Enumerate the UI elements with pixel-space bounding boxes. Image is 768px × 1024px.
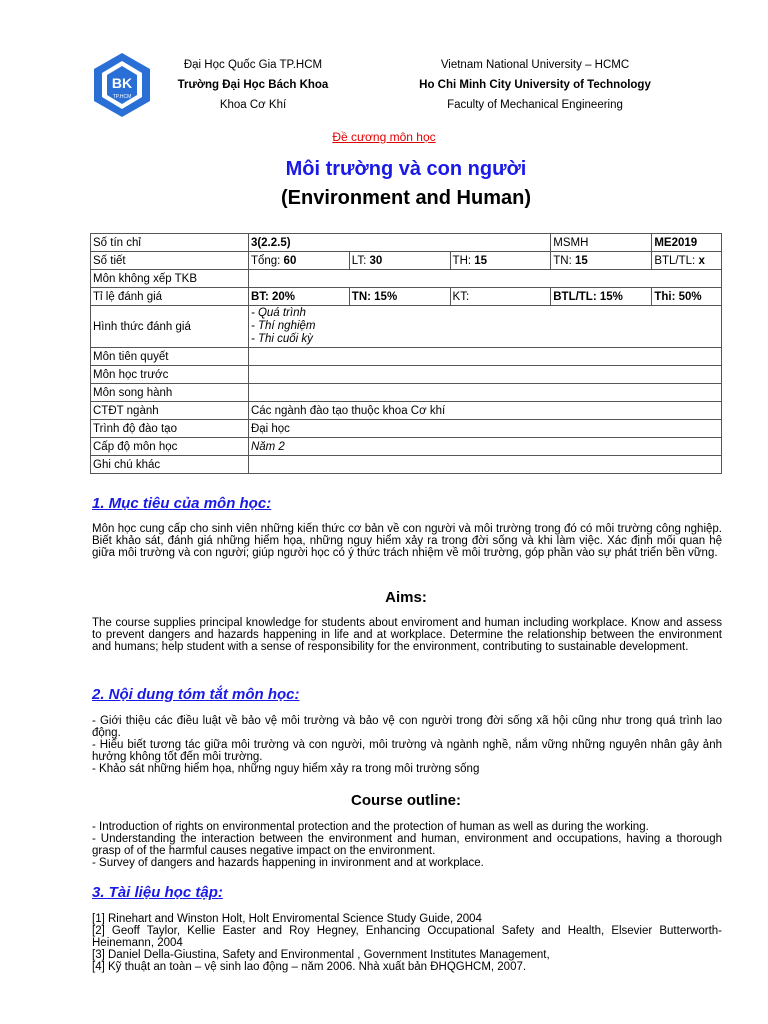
- table-row: [91, 420, 722, 438]
- notes-label: Ghi chú khác: [91, 456, 249, 474]
- rate-bt: BT: 20%: [248, 288, 349, 306]
- list-item: [4] Kỹ thuật an toàn – vệ sinh lao động – năm 2006. Nhà xuất bản ĐHQGHCM, 2007.: [92, 961, 527, 973]
- section-2-title: 2. Nội dung tóm tắt môn học:: [92, 686, 300, 703]
- grade-label: Cấp độ môn học: [91, 438, 249, 456]
- code-value: ME2019: [652, 234, 722, 252]
- eval-forms: [248, 306, 721, 348]
- list-item: [3] Daniel Della-Giustina, Safety and Environmental , Government Institutes Management,: [92, 949, 550, 961]
- course-title-english: (Environment and Human): [280, 187, 531, 209]
- section-2-list: [92, 715, 722, 775]
- table-row: [91, 306, 722, 348]
- course-outline-title: Course outline:: [350, 792, 461, 809]
- outline-label: Đề cương môn học: [332, 130, 436, 144]
- logo-subtext: TP.HCM: [112, 94, 132, 100]
- eval-form-item: - Thí nghiệm: [250, 320, 316, 332]
- notes-value: [248, 456, 721, 474]
- no-schedule-value: [248, 270, 721, 288]
- prereq-label: Môn tiên quyết: [91, 348, 249, 366]
- eval-form-item: - Quá trình: [250, 307, 306, 319]
- list-item: - Survey of dangers and hazards happening in invironment and at workplace.: [92, 857, 484, 869]
- aims-title: Aims:: [385, 589, 427, 606]
- list-item: - Giới thiệu các điều luật về bảo vệ môi trường và bảo vệ con người trong đời sống xã hội cũng như trong quá trình lao động.: [92, 715, 722, 739]
- periods-lt: LT: 30: [349, 252, 450, 270]
- prior-value: [248, 366, 721, 384]
- grade-value: Năm 2: [248, 438, 721, 456]
- level-value: Đại học: [248, 420, 721, 438]
- eval-form-label: Hình thức đánh giá: [91, 306, 249, 348]
- table-row: [91, 384, 722, 402]
- list-item: [1] Rinehart and Winston Holt, Holt Enviromental Science Study Guide, 2004: [92, 913, 482, 925]
- prereq-value: [248, 348, 721, 366]
- header-vn-line1: Đại Học Quốc Gia TP.HCM: [183, 59, 323, 71]
- periods-th: TH: 15: [450, 252, 551, 270]
- program-value: Các ngành đào tạo thuộc khoa Cơ khí: [248, 402, 721, 420]
- list-item: - Understanding the interaction between the environment and human, environment and occupations, having a thorough grasp of of the harmful causes negative impact on the environment.: [92, 833, 722, 857]
- header-vn-line2: Trường Đại Học Bách Khoa: [177, 79, 329, 91]
- list-item: - Hiểu biết tương tác giữa môi trường và con người, môi trường và ngành nghề, nắm vững những nguyên nhân gây ảnh hưởng không tốt đến môi trường.: [92, 739, 722, 763]
- level-label: Trình độ đào tạo: [91, 420, 249, 438]
- header-en-line2: Ho Chi Minh City University of Technology: [419, 79, 651, 91]
- list-item: - Khảo sát những hiểm họa, những nguy hiểm xảy ra trong môi trường sống: [92, 763, 480, 775]
- table-row: [91, 348, 722, 366]
- code-label: MSMH: [551, 234, 652, 252]
- logo-text: BK: [111, 75, 133, 91]
- periods-tn: TN: 15: [551, 252, 652, 270]
- table-row: [91, 252, 722, 270]
- course-info-table: [90, 233, 722, 474]
- course-title-vietnamese: Môi trường và con người: [285, 158, 527, 180]
- no-schedule-label: Môn không xếp TKB: [91, 270, 249, 288]
- periods-total: Tổng: 60: [248, 252, 349, 270]
- program-label: CTĐT ngành: [91, 402, 249, 420]
- table-row: [91, 288, 722, 306]
- header-english: [390, 55, 680, 115]
- section-3-list: [92, 913, 722, 973]
- eval-form-item: - Thi cuối kỳ: [250, 333, 313, 345]
- table-row: [91, 270, 722, 288]
- section-3-title: 3. Tài liệu học tập:: [92, 884, 223, 901]
- prior-label: Môn học trước: [91, 366, 249, 384]
- parallel-label: Môn song hành: [91, 384, 249, 402]
- list-item: [2] Geoff Taylor, Kellie Easter and Roy Hegney, Enhancing Occupational Safety and Health, Elsevier Butterworth-Heinemann, 2004: [92, 925, 722, 949]
- rate-tn: TN: 15%: [349, 288, 450, 306]
- university-logo: [90, 52, 154, 118]
- table-row: [91, 402, 722, 420]
- table-row: [91, 366, 722, 384]
- credits-value: 3(2.2.5): [248, 234, 550, 252]
- header-en-line1: Vietnam National University – HCMC: [440, 59, 630, 71]
- section-1-title: 1. Mục tiêu của môn học:: [92, 495, 272, 512]
- rate-label: Tỉ lệ đánh giá: [91, 288, 249, 306]
- table-row: [91, 234, 722, 252]
- aims-text: The course supplies principal knowledge for students about enviroment and human including workplace. Know and assess to prevent dangers and hazards happening in life and at workplace. Determine the relationship between the environment and humans; help student with a sense of responsibility for the environment, contributing to sustainable development.: [92, 617, 722, 653]
- periods-btl: BTL/TL: x: [652, 252, 722, 270]
- header-vietnamese: [148, 55, 358, 115]
- periods-label: Số tiết: [91, 252, 249, 270]
- header-vn-line3: Khoa Cơ Khí: [219, 99, 287, 111]
- table-row: [91, 438, 722, 456]
- credits-label: Số tín chỉ: [91, 234, 249, 252]
- list-item: - Introduction of rights on environmental protection and the protection of human as well as during the working.: [92, 821, 649, 833]
- course-outline-list: [92, 821, 722, 869]
- parallel-value: [248, 384, 721, 402]
- rate-thi: Thi: 50%: [652, 288, 722, 306]
- rate-btl: BTL/TL: 15%: [551, 288, 652, 306]
- section-1-text: Môn học cung cấp cho sinh viên những kiến thức cơ bản về con người và môi trường trong đó có môi trường công nghiệp. Biết khảo sát, đánh giá những hiểm họa, những nguy hiểm xảy ra trong đời sống và khi làm việc. Xác định mối quan hệ giữa môi trường và con người; giúp người học có ý thức trách nhiệm về môi trường, góp phần vào sự phát triển bền vững.: [92, 523, 722, 559]
- header-en-line3: Faculty of Mechanical Engineering: [447, 99, 623, 111]
- rate-kt: KT:: [450, 288, 551, 306]
- table-row: [91, 456, 722, 474]
